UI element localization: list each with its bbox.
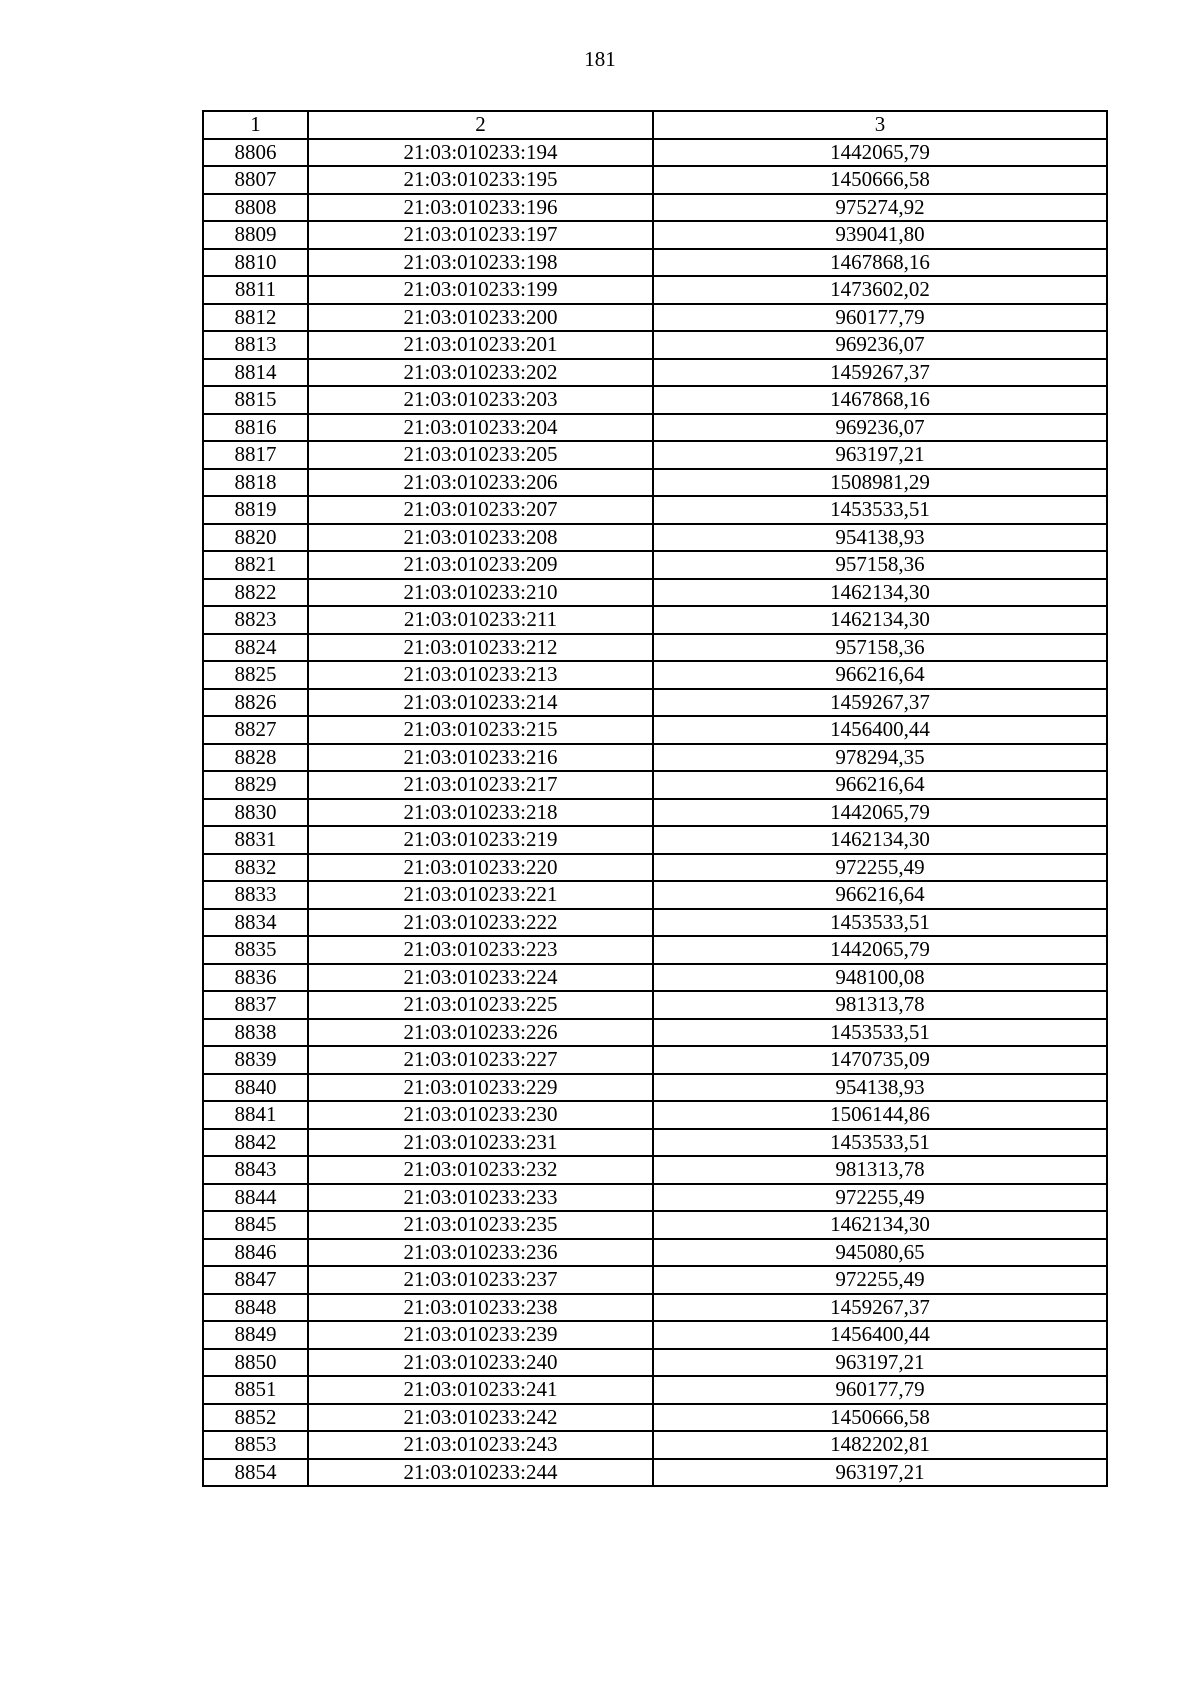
- cadastral-number-cell: 21:03:010233:217: [308, 771, 653, 799]
- table-row: [203, 744, 1107, 772]
- row-number-cell: 8813: [203, 331, 308, 359]
- value-cell: 1459267,37: [653, 1294, 1107, 1322]
- value-cell: 1508981,29: [653, 469, 1107, 497]
- row-number-cell: 8832: [203, 854, 308, 882]
- table-row: [203, 1046, 1107, 1074]
- table-row: [203, 469, 1107, 497]
- cadastral-number-cell: 21:03:010233:200: [308, 304, 653, 332]
- row-number-cell: 8834: [203, 909, 308, 937]
- row-number-cell: 8826: [203, 689, 308, 717]
- row-number-cell: 8842: [203, 1129, 308, 1157]
- table-row: [203, 1211, 1107, 1239]
- row-number-cell: 8820: [203, 524, 308, 552]
- table-row: [203, 1184, 1107, 1212]
- table-row: [203, 689, 1107, 717]
- cadastral-number-cell: 21:03:010233:207: [308, 496, 653, 524]
- value-cell: 1453533,51: [653, 496, 1107, 524]
- value-cell: 1453533,51: [653, 909, 1107, 937]
- row-number-cell: 8837: [203, 991, 308, 1019]
- table-row: [203, 524, 1107, 552]
- value-cell: 1459267,37: [653, 689, 1107, 717]
- cadastral-number-cell: 21:03:010233:241: [308, 1376, 653, 1404]
- column-header-1: 1: [203, 111, 308, 139]
- table-row: [203, 881, 1107, 909]
- cadastral-number-cell: 21:03:010233:208: [308, 524, 653, 552]
- value-cell: 945080,65: [653, 1239, 1107, 1267]
- cadastral-number-cell: 21:03:010233:211: [308, 606, 653, 634]
- table-row: [203, 304, 1107, 332]
- row-number-cell: 8838: [203, 1019, 308, 1047]
- cadastral-number-cell: 21:03:010233:221: [308, 881, 653, 909]
- row-number-cell: 8840: [203, 1074, 308, 1102]
- cadastral-number-cell: 21:03:010233:216: [308, 744, 653, 772]
- table-row: [203, 1019, 1107, 1047]
- cadastral-number-cell: 21:03:010233:212: [308, 634, 653, 662]
- table-row: [203, 716, 1107, 744]
- table-row: [203, 386, 1107, 414]
- value-cell: 1453533,51: [653, 1019, 1107, 1047]
- cadastral-number-cell: 21:03:010233:202: [308, 359, 653, 387]
- value-cell: 960177,79: [653, 304, 1107, 332]
- column-header-3: 3: [653, 111, 1107, 139]
- row-number-cell: 8819: [203, 496, 308, 524]
- cadastral-number-cell: 21:03:010233:209: [308, 551, 653, 579]
- table-row: [203, 606, 1107, 634]
- cadastral-number-cell: 21:03:010233:223: [308, 936, 653, 964]
- table-row: [203, 634, 1107, 662]
- value-cell: 1456400,44: [653, 716, 1107, 744]
- cadastral-number-cell: 21:03:010233:215: [308, 716, 653, 744]
- value-cell: 1459267,37: [653, 359, 1107, 387]
- cadastral-number-cell: 21:03:010233:229: [308, 1074, 653, 1102]
- cadastral-number-cell: 21:03:010233:206: [308, 469, 653, 497]
- cadastral-number-cell: 21:03:010233:219: [308, 826, 653, 854]
- row-number-cell: 8830: [203, 799, 308, 827]
- row-number-cell: 8818: [203, 469, 308, 497]
- value-cell: 963197,21: [653, 1349, 1107, 1377]
- table-row: [203, 799, 1107, 827]
- table-row: [203, 221, 1107, 249]
- cadastral-number-cell: 21:03:010233:203: [308, 386, 653, 414]
- row-number-cell: 8845: [203, 1211, 308, 1239]
- row-number-cell: 8848: [203, 1294, 308, 1322]
- data-table: [202, 110, 1108, 1487]
- cadastral-number-cell: 21:03:010233:243: [308, 1431, 653, 1459]
- value-cell: 954138,93: [653, 1074, 1107, 1102]
- cadastral-number-cell: 21:03:010233:227: [308, 1046, 653, 1074]
- table-row: [203, 579, 1107, 607]
- table-row: [203, 551, 1107, 579]
- table-row: [203, 194, 1107, 222]
- value-cell: 963197,21: [653, 441, 1107, 469]
- value-cell: 972255,49: [653, 1184, 1107, 1212]
- row-number-cell: 8809: [203, 221, 308, 249]
- row-number-cell: 8849: [203, 1321, 308, 1349]
- cadastral-number-cell: 21:03:010233:218: [308, 799, 653, 827]
- value-cell: 972255,49: [653, 854, 1107, 882]
- table-row: [203, 771, 1107, 799]
- row-number-cell: 8836: [203, 964, 308, 992]
- row-number-cell: 8812: [203, 304, 308, 332]
- row-number-cell: 8823: [203, 606, 308, 634]
- value-cell: 981313,78: [653, 991, 1107, 1019]
- value-cell: 1467868,16: [653, 386, 1107, 414]
- table-row: [203, 1431, 1107, 1459]
- value-cell: 963197,21: [653, 1459, 1107, 1487]
- table-row: [203, 496, 1107, 524]
- cadastral-number-cell: 21:03:010233:244: [308, 1459, 653, 1487]
- value-cell: 1467868,16: [653, 249, 1107, 277]
- table-row: [203, 166, 1107, 194]
- value-cell: 1470735,09: [653, 1046, 1107, 1074]
- row-number-cell: 8821: [203, 551, 308, 579]
- value-cell: 969236,07: [653, 414, 1107, 442]
- cadastral-number-cell: 21:03:010233:222: [308, 909, 653, 937]
- table-row: [203, 1376, 1107, 1404]
- cadastral-number-cell: 21:03:010233:205: [308, 441, 653, 469]
- cadastral-number-cell: 21:03:010233:201: [308, 331, 653, 359]
- value-cell: 981313,78: [653, 1156, 1107, 1184]
- cadastral-number-cell: 21:03:010233:238: [308, 1294, 653, 1322]
- table-row: [203, 249, 1107, 277]
- row-number-cell: 8816: [203, 414, 308, 442]
- table-row: [203, 936, 1107, 964]
- table-row: [203, 441, 1107, 469]
- value-cell: 1462134,30: [653, 606, 1107, 634]
- cadastral-number-cell: 21:03:010233:226: [308, 1019, 653, 1047]
- cadastral-number-cell: 21:03:010233:236: [308, 1239, 653, 1267]
- row-number-cell: 8850: [203, 1349, 308, 1377]
- cadastral-number-cell: 21:03:010233:240: [308, 1349, 653, 1377]
- table-row: [203, 1404, 1107, 1432]
- value-cell: 1473602,02: [653, 276, 1107, 304]
- table-row: [203, 1129, 1107, 1157]
- value-cell: 1450666,58: [653, 166, 1107, 194]
- page-number: 181: [584, 47, 616, 71]
- row-number-cell: 8817: [203, 441, 308, 469]
- value-cell: 960177,79: [653, 1376, 1107, 1404]
- value-cell: 966216,64: [653, 881, 1107, 909]
- cadastral-number-cell: 21:03:010233:210: [308, 579, 653, 607]
- row-number-cell: 8854: [203, 1459, 308, 1487]
- cadastral-number-cell: 21:03:010233:198: [308, 249, 653, 277]
- cadastral-number-cell: 21:03:010233:242: [308, 1404, 653, 1432]
- table-row: [203, 1101, 1107, 1129]
- value-cell: 948100,08: [653, 964, 1107, 992]
- value-cell: 966216,64: [653, 661, 1107, 689]
- cadastral-number-cell: 21:03:010233:239: [308, 1321, 653, 1349]
- row-number-cell: 8806: [203, 139, 308, 167]
- row-number-cell: 8852: [203, 1404, 308, 1432]
- cadastral-number-cell: 21:03:010233:195: [308, 166, 653, 194]
- cadastral-number-cell: 21:03:010233:237: [308, 1266, 653, 1294]
- cadastral-number-cell: 21:03:010233:231: [308, 1129, 653, 1157]
- value-cell: 1453533,51: [653, 1129, 1107, 1157]
- row-number-cell: 8841: [203, 1101, 308, 1129]
- row-number-cell: 8843: [203, 1156, 308, 1184]
- value-cell: 957158,36: [653, 551, 1107, 579]
- value-cell: 1456400,44: [653, 1321, 1107, 1349]
- table-row: [203, 854, 1107, 882]
- table-row: [203, 1239, 1107, 1267]
- cadastral-number-cell: 21:03:010233:199: [308, 276, 653, 304]
- table-row: [203, 414, 1107, 442]
- cadastral-number-cell: 21:03:010233:197: [308, 221, 653, 249]
- table-row: [203, 1321, 1107, 1349]
- row-number-cell: 8815: [203, 386, 308, 414]
- table-row: [203, 359, 1107, 387]
- value-cell: 1442065,79: [653, 799, 1107, 827]
- cadastral-number-cell: 21:03:010233:196: [308, 194, 653, 222]
- table-row: [203, 1349, 1107, 1377]
- row-number-cell: 8844: [203, 1184, 308, 1212]
- table-row: [203, 909, 1107, 937]
- row-number-cell: 8831: [203, 826, 308, 854]
- cadastral-number-cell: 21:03:010233:233: [308, 1184, 653, 1212]
- cadastral-number-cell: 21:03:010233:194: [308, 139, 653, 167]
- value-cell: 1442065,79: [653, 936, 1107, 964]
- table-header: [203, 111, 1107, 139]
- value-cell: 972255,49: [653, 1266, 1107, 1294]
- value-cell: 1450666,58: [653, 1404, 1107, 1432]
- cadastral-number-cell: 21:03:010233:230: [308, 1101, 653, 1129]
- row-number-cell: 8810: [203, 249, 308, 277]
- row-number-cell: 8851: [203, 1376, 308, 1404]
- row-number-cell: 8829: [203, 771, 308, 799]
- row-number-cell: 8808: [203, 194, 308, 222]
- cadastral-number-cell: 21:03:010233:214: [308, 689, 653, 717]
- row-number-cell: 8822: [203, 579, 308, 607]
- value-cell: 954138,93: [653, 524, 1107, 552]
- value-cell: 966216,64: [653, 771, 1107, 799]
- value-cell: 939041,80: [653, 221, 1107, 249]
- table-body: [203, 139, 1107, 1487]
- cadastral-number-cell: 21:03:010233:213: [308, 661, 653, 689]
- table-row: [203, 276, 1107, 304]
- cadastral-number-cell: 21:03:010233:232: [308, 1156, 653, 1184]
- cadastral-number-cell: 21:03:010233:224: [308, 964, 653, 992]
- row-number-cell: 8807: [203, 166, 308, 194]
- row-number-cell: 8824: [203, 634, 308, 662]
- value-cell: 957158,36: [653, 634, 1107, 662]
- row-number-cell: 8814: [203, 359, 308, 387]
- value-cell: 978294,35: [653, 744, 1107, 772]
- value-cell: 1482202,81: [653, 1431, 1107, 1459]
- table-row: [203, 331, 1107, 359]
- row-number-cell: 8846: [203, 1239, 308, 1267]
- value-cell: 969236,07: [653, 331, 1107, 359]
- cadastral-number-cell: 21:03:010233:220: [308, 854, 653, 882]
- header-row: [203, 111, 1107, 139]
- table-row: [203, 1156, 1107, 1184]
- row-number-cell: 8835: [203, 936, 308, 964]
- value-cell: 1506144,86: [653, 1101, 1107, 1129]
- row-number-cell: 8839: [203, 1046, 308, 1074]
- cadastral-number-cell: 21:03:010233:204: [308, 414, 653, 442]
- table-row: [203, 964, 1107, 992]
- row-number-cell: 8827: [203, 716, 308, 744]
- table-row: [203, 1294, 1107, 1322]
- value-cell: 975274,92: [653, 194, 1107, 222]
- row-number-cell: 8828: [203, 744, 308, 772]
- value-cell: 1462134,30: [653, 826, 1107, 854]
- cadastral-number-cell: 21:03:010233:235: [308, 1211, 653, 1239]
- column-header-2: 2: [308, 111, 653, 139]
- table-row: [203, 1459, 1107, 1487]
- table-row: [203, 1266, 1107, 1294]
- cadastral-number-cell: 21:03:010233:225: [308, 991, 653, 1019]
- table-row: [203, 661, 1107, 689]
- table-row: [203, 1074, 1107, 1102]
- table-row: [203, 991, 1107, 1019]
- table-row: [203, 826, 1107, 854]
- row-number-cell: 8847: [203, 1266, 308, 1294]
- row-number-cell: 8811: [203, 276, 308, 304]
- row-number-cell: 8833: [203, 881, 308, 909]
- row-number-cell: 8853: [203, 1431, 308, 1459]
- value-cell: 1442065,79: [653, 139, 1107, 167]
- row-number-cell: 8825: [203, 661, 308, 689]
- value-cell: 1462134,30: [653, 579, 1107, 607]
- value-cell: 1462134,30: [653, 1211, 1107, 1239]
- table-row: [203, 139, 1107, 167]
